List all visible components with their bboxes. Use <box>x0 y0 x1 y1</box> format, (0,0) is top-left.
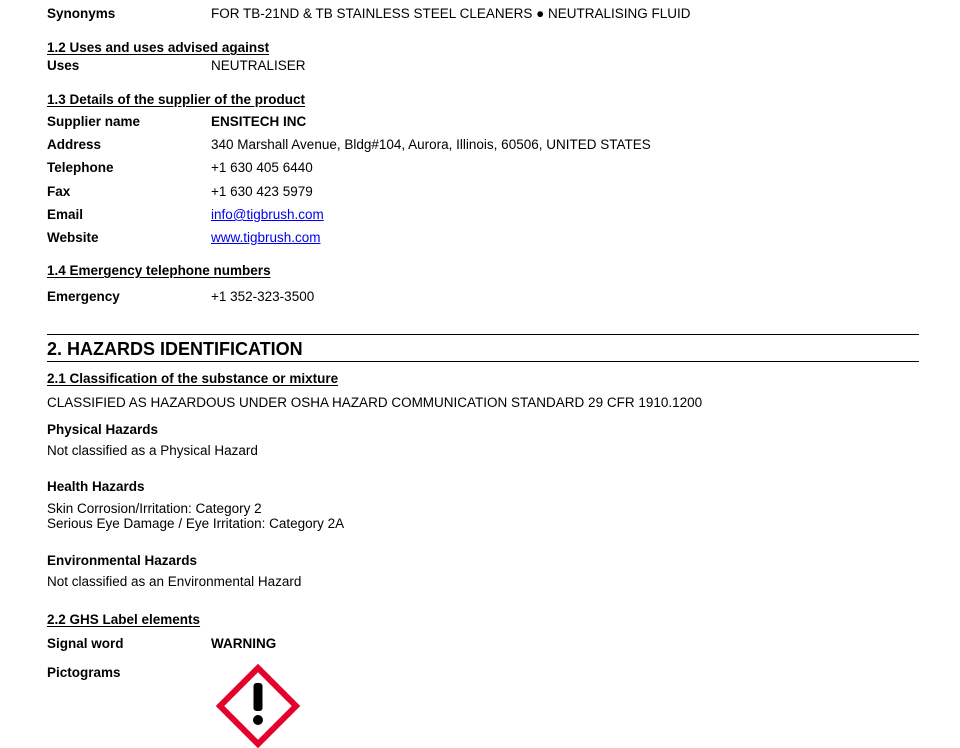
supplier-name-value: ENSITECH INC <box>211 114 307 129</box>
physical-hazards-text: Not classified as a Physical Hazard <box>47 443 258 458</box>
signal-word-value: WARNING <box>211 636 277 651</box>
email-link[interactable]: info@tigbrush.com <box>211 207 324 222</box>
emergency-heading: 1.4 Emergency telephone numbers <box>47 263 271 278</box>
website-link[interactable]: www.tigbrush.com <box>211 230 321 245</box>
health-hazards-title: Health Hazards <box>47 479 145 494</box>
telephone-value: +1 630 405 6440 <box>211 160 313 175</box>
emergency-label: Emergency <box>47 289 120 304</box>
signal-word-label: Signal word <box>47 636 124 651</box>
environmental-hazards-text: Not classified as an Environmental Hazard <box>47 574 302 589</box>
synonyms-value: FOR TB-21ND & TB STAINLESS STEEL CLEANERS ● NEUTRALISING FLUID <box>211 6 691 21</box>
fax-label: Fax <box>47 184 71 199</box>
uses-heading: 1.2 Uses and uses advised against <box>47 40 270 55</box>
email-label: Email <box>47 207 84 222</box>
fax-value: +1 630 423 5979 <box>211 184 313 199</box>
supplier-heading: 1.3 Details of the supplier of the product <box>47 92 306 107</box>
health-hazard-line: Serious Eye Damage / Eye Irritation: Category 2A <box>47 516 345 531</box>
address-value: 340 Marshall Avenue, Bldg#104, Aurora, Illinois, 60506, UNITED STATES <box>211 137 651 152</box>
pictograms-label: Pictograms <box>47 665 121 680</box>
uses-label: Uses <box>47 58 80 73</box>
hazards-section-title: 2. HAZARDS IDENTIFICATION <box>47 339 303 359</box>
supplier-name-label: Supplier name <box>47 114 141 129</box>
environmental-hazards-title: Environmental Hazards <box>47 553 198 568</box>
telephone-label: Telephone <box>47 160 114 175</box>
uses-value: NEUTRALISER <box>211 58 306 73</box>
section-bottom-rule <box>47 361 919 362</box>
health-hazard-line: Skin Corrosion/Irritation: Category 2 <box>47 501 262 516</box>
classification-text: CLASSIFIED AS HAZARDOUS UNDER OSHA HAZARD COMMUNICATION STANDARD 29 CFR 1910.1200 <box>47 395 703 410</box>
emergency-value: +1 352-323-3500 <box>211 289 315 304</box>
section-top-rule <box>47 334 919 335</box>
classification-heading: 2.1 Classification of the substance or mixture <box>47 371 339 386</box>
website-label: Website <box>47 230 99 245</box>
exclamation-mark-pictogram-icon <box>216 664 300 748</box>
physical-hazards-title: Physical Hazards <box>47 422 159 437</box>
address-label: Address <box>47 137 102 152</box>
ghs-label-heading: 2.2 GHS Label elements <box>47 612 201 627</box>
synonyms-label: Synonyms <box>47 6 116 21</box>
